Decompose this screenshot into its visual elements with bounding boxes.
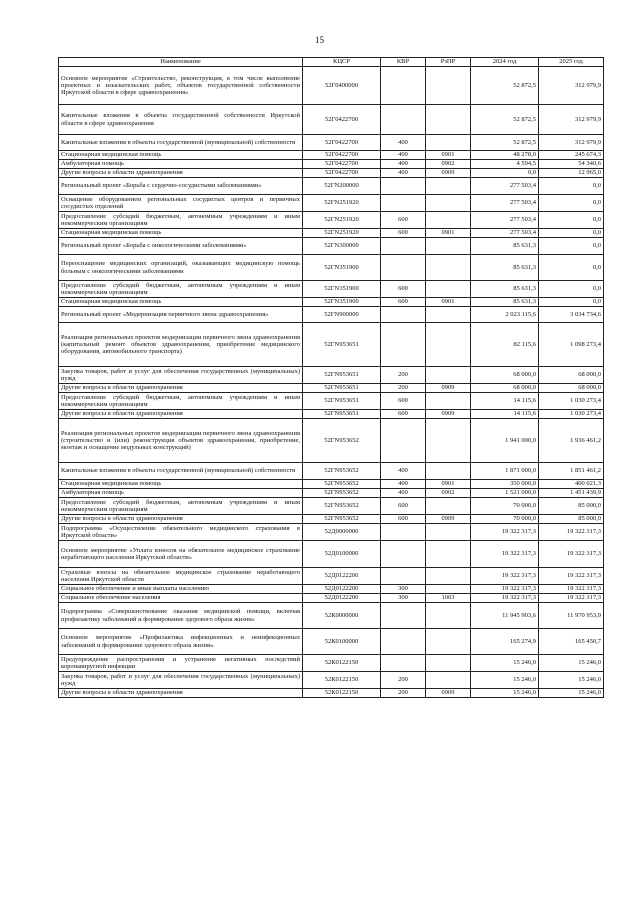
cell-2024: 15 246,0: [471, 672, 539, 689]
cell-2025: 0,0: [539, 195, 604, 212]
cell-2024: 85 631,3: [471, 255, 539, 281]
cell-2025: 54 340,6: [539, 160, 604, 169]
header-2025: 2025 год: [539, 58, 604, 67]
table-row: [59, 603, 604, 629]
cell-kcsr: 52ГN953651: [303, 384, 381, 393]
cell-kcsr: 52ГN351900: [303, 281, 381, 298]
cell-2025: 0,0: [539, 238, 604, 255]
table-row: [59, 410, 604, 419]
cell-kvr: 400: [381, 135, 426, 151]
cell-name: Региональный проект «Модернизация первичного звена здравоохранения»: [59, 307, 303, 323]
cell-kvr: [381, 568, 426, 585]
cell-2025: 12 965,0: [539, 169, 604, 178]
cell-kvr: [381, 541, 426, 568]
cell-2024: 277 503,4: [471, 229, 539, 238]
cell-rzpr: [426, 655, 471, 672]
cell-kcsr: 52Д0122200: [303, 568, 381, 585]
cell-kvr: [381, 105, 426, 135]
cell-kcsr: 52ГN953652: [303, 489, 381, 498]
cell-kcsr: 52ГN300000: [303, 238, 381, 255]
cell-2024: 165 274,9: [471, 629, 539, 655]
cell-rzpr: [426, 195, 471, 212]
cell-2025: 312 979,9: [539, 135, 604, 151]
cell-2025: 19 322 317,3: [539, 524, 604, 541]
cell-2025: 19 322 317,3: [539, 568, 604, 585]
cell-2024: 85 631,3: [471, 238, 539, 255]
cell-kcsr: 52ГN251920: [303, 195, 381, 212]
cell-rzpr: [426, 568, 471, 585]
cell-2024: 52 872,5: [471, 135, 539, 151]
cell-2025: 15 246,0: [539, 689, 604, 698]
cell-2025: 1 851 461,2: [539, 463, 604, 480]
cell-name: Предупреждение распространения и устранение негативных последствий коронавирусной инфекции: [59, 655, 303, 672]
cell-kcsr: 52ГN953651: [303, 410, 381, 419]
cell-name: Социальное обеспечение и иные выплаты населению: [59, 585, 303, 594]
cell-kvr: 600: [381, 410, 426, 419]
table-row: [59, 489, 604, 498]
table-row: [59, 238, 604, 255]
cell-name: Закупка товаров, работ и услуг для обеспечения государственных (муниципальных) нужд: [59, 672, 303, 689]
cell-name: Оснащение оборудованием региональных сосудистых центров и первичных сосудистых отделений: [59, 195, 303, 212]
cell-kcsr: 52К0122150: [303, 689, 381, 698]
cell-2025: 68 000,0: [539, 384, 604, 393]
cell-name: Другие вопросы в области здравоохранения: [59, 410, 303, 419]
table-row: [59, 384, 604, 393]
cell-name: Предоставление субсидий бюджетным, автономным учреждениям и иным некоммерческим организациям: [59, 393, 303, 410]
cell-kvr: [381, 255, 426, 281]
cell-2025: 19 322 317,3: [539, 541, 604, 568]
cell-kvr: [381, 323, 426, 367]
cell-kvr: 200: [381, 689, 426, 698]
header-kcsr: КЦСР: [303, 58, 381, 67]
cell-rzpr: [426, 463, 471, 480]
cell-2025: 0,0: [539, 178, 604, 195]
cell-name: Капитальные вложения в объекты государственной (муниципальной) собственности: [59, 463, 303, 480]
cell-2024: 14 115,6: [471, 393, 539, 410]
table-row: [59, 195, 604, 212]
cell-rzpr: 1003: [426, 594, 471, 603]
cell-name: Основное мероприятие «Уплата взносов на обязательное медицинское страхование неработающего населения Иркутской области»: [59, 541, 303, 568]
cell-kvr: 300: [381, 594, 426, 603]
cell-kcsr: 52ГN953651: [303, 323, 381, 367]
cell-2024: 82 115,6: [471, 323, 539, 367]
cell-2024: 14 115,6: [471, 410, 539, 419]
cell-kcsr: 52Д0122200: [303, 585, 381, 594]
cell-2024: 1 871 000,0: [471, 463, 539, 480]
table-row: [59, 135, 604, 151]
cell-2025: 19 322 317,3: [539, 585, 604, 594]
cell-rzpr: [426, 105, 471, 135]
table-row: [59, 393, 604, 410]
cell-2024: 85 631,3: [471, 281, 539, 298]
cell-kvr: [381, 603, 426, 629]
cell-name: Другие вопросы в области здравоохранения: [59, 689, 303, 698]
cell-rzpr: [426, 255, 471, 281]
cell-kvr: 400: [381, 480, 426, 489]
cell-kvr: 400: [381, 151, 426, 160]
header-name: Наименование: [59, 58, 303, 67]
cell-name: Амбулаторная помощь: [59, 489, 303, 498]
cell-kvr: 400: [381, 160, 426, 169]
cell-2024: 277 503,4: [471, 195, 539, 212]
cell-2025: 1 936 461,2: [539, 419, 604, 463]
cell-kvr: 200: [381, 367, 426, 384]
cell-name: Стационарная медицинская помощь: [59, 480, 303, 489]
cell-2024: 15 246,0: [471, 689, 539, 698]
cell-2024: 277 503,4: [471, 178, 539, 195]
cell-kvr: [381, 178, 426, 195]
cell-kcsr: 52ГN351900: [303, 298, 381, 307]
cell-rzpr: [426, 672, 471, 689]
table-row: [59, 212, 604, 229]
cell-kcsr: 52Г0422700: [303, 105, 381, 135]
cell-rzpr: [426, 541, 471, 568]
table-row: [59, 229, 604, 238]
cell-rzpr: 0901: [426, 229, 471, 238]
cell-rzpr: [426, 135, 471, 151]
cell-name: Предоставление субсидий бюджетным, автономным учреждениям и иным некоммерческим организациям: [59, 281, 303, 298]
cell-kvr: 400: [381, 463, 426, 480]
cell-name: Другие вопросы в области здравоохранения: [59, 515, 303, 524]
cell-rzpr: 0909: [426, 515, 471, 524]
cell-name: Подпрограмма «Совершенствование оказания медицинской помощи, включая профилактику заболеваний и формирование здорового образа жизни»: [59, 603, 303, 629]
cell-2024: 4 594,5: [471, 160, 539, 169]
cell-kvr: 600: [381, 298, 426, 307]
cell-2024: 350 000,0: [471, 480, 539, 489]
table-row: [59, 67, 604, 105]
cell-2025: 312 979,9: [539, 67, 604, 105]
table-row: [59, 307, 604, 323]
cell-rzpr: [426, 629, 471, 655]
cell-rzpr: [426, 585, 471, 594]
cell-rzpr: [426, 524, 471, 541]
table-row: [59, 672, 604, 689]
cell-kcsr: 52Г0400000: [303, 67, 381, 105]
cell-2025: 11 970 953,9: [539, 603, 604, 629]
cell-rzpr: 0909: [426, 169, 471, 178]
cell-2025: 0,0: [539, 298, 604, 307]
cell-rzpr: [426, 419, 471, 463]
header-rzpr: РзПР: [426, 58, 471, 67]
table-body: [59, 67, 604, 698]
cell-name: Стационарная медицинская помощь: [59, 229, 303, 238]
table-row: [59, 594, 604, 603]
cell-rzpr: 0909: [426, 384, 471, 393]
cell-name: Региональный проект «Борьба с сердечно-сосудистыми заболеваниями»: [59, 178, 303, 195]
cell-kvr: 600: [381, 498, 426, 515]
table-row: [59, 515, 604, 524]
table-row: [59, 463, 604, 480]
budget-table: [58, 57, 604, 698]
cell-kvr: 200: [381, 672, 426, 689]
cell-rzpr: [426, 603, 471, 629]
cell-rzpr: 0901: [426, 298, 471, 307]
cell-kcsr: 52ГN351900: [303, 255, 381, 281]
table-row: [59, 541, 604, 568]
cell-2025: 312 979,9: [539, 105, 604, 135]
table-row: [59, 585, 604, 594]
cell-kcsr: 52ГN953652: [303, 515, 381, 524]
cell-rzpr: 0909: [426, 410, 471, 419]
cell-2025: 0,0: [539, 255, 604, 281]
cell-2024: 52 872,5: [471, 67, 539, 105]
cell-kcsr: 52ГN900000: [303, 307, 381, 323]
cell-kcsr: 52Д0100000: [303, 541, 381, 568]
cell-kcsr: 52ГN200000: [303, 178, 381, 195]
cell-kcsr: 52ГN953652: [303, 480, 381, 489]
cell-2025: 1 098 273,4: [539, 323, 604, 367]
cell-kvr: 600: [381, 393, 426, 410]
table-row: [59, 498, 604, 515]
cell-2024: 70 000,0: [471, 515, 539, 524]
cell-2024: 52 872,5: [471, 105, 539, 135]
cell-kvr: [381, 524, 426, 541]
cell-kcsr: 52ГN953652: [303, 463, 381, 480]
cell-name: Переоснащение медицинских организаций, оказывающих медицинскую помощь больным с онкологическими заболеваниями: [59, 255, 303, 281]
cell-kvr: 600: [381, 212, 426, 229]
cell-2025: 85 000,0: [539, 498, 604, 515]
cell-name: Амбулаторная помощь: [59, 160, 303, 169]
cell-kcsr: 52Г0422700: [303, 151, 381, 160]
cell-name: Капитальные вложения в объекты государственной собственности Иркутской области в сфере здравоохранения: [59, 105, 303, 135]
cell-2025: 68 000,0: [539, 367, 604, 384]
cell-2025: 1 030 273,4: [539, 393, 604, 410]
cell-kcsr: 52Г0422700: [303, 160, 381, 169]
cell-2025: 400 021,3: [539, 480, 604, 489]
table-header: [59, 58, 604, 67]
table-row: [59, 480, 604, 489]
cell-name: Реализация региональных проектов модернизации первичного звена здравоохранения (строительство и (или) реконструкция объектов здравоохранения, приобретение, монтаж и оснащение модульных конструкций): [59, 419, 303, 463]
cell-2024: 19 322 317,3: [471, 594, 539, 603]
cell-kcsr: 52ГN953652: [303, 419, 381, 463]
cell-kvr: 600: [381, 229, 426, 238]
table-row: [59, 655, 604, 672]
cell-kvr: 600: [381, 281, 426, 298]
cell-rzpr: [426, 238, 471, 255]
cell-rzpr: [426, 307, 471, 323]
cell-rzpr: [426, 393, 471, 410]
table-row: [59, 419, 604, 463]
header-kvr: КВР: [381, 58, 426, 67]
cell-kcsr: 52К0100000: [303, 629, 381, 655]
cell-kcsr: 52ГN953651: [303, 367, 381, 384]
cell-kvr: [381, 307, 426, 323]
cell-2024: 1 941 000,0: [471, 419, 539, 463]
cell-kvr: 400: [381, 489, 426, 498]
cell-2025: 0,0: [539, 212, 604, 229]
cell-name: Предоставление субсидий бюджетным, автономным учреждениям и иным некоммерческим организациям: [59, 212, 303, 229]
cell-name: Закупка товаров, работ и услуг для обеспечения государственных (муниципальных) нужд: [59, 367, 303, 384]
cell-kvr: 200: [381, 384, 426, 393]
table-row: [59, 298, 604, 307]
cell-name: Другие вопросы в области здравоохранения: [59, 384, 303, 393]
cell-name: Страховые взносы на обязательное медицинское страхование неработающего населения Иркутской области: [59, 568, 303, 585]
cell-rzpr: [426, 67, 471, 105]
cell-kcsr: 52ГN251920: [303, 229, 381, 238]
cell-kvr: [381, 629, 426, 655]
cell-name: Основное мероприятие «Строительство, реконструкция, в том числе выполнение проектных и изыскательских работ, объектов государственной собственности Иркутской области в сфере здравоохранения»: [59, 67, 303, 105]
cell-kvr: [381, 419, 426, 463]
cell-2024: 1 521 000,0: [471, 489, 539, 498]
cell-name: Подпрограмма «Осуществление обязательного медицинского страхования в Иркутской области»: [59, 524, 303, 541]
cell-kvr: [381, 195, 426, 212]
cell-2025: 15 246,0: [539, 655, 604, 672]
cell-kcsr: 52К0122150: [303, 655, 381, 672]
cell-2024: 19 322 317,3: [471, 585, 539, 594]
cell-name: Реализация региональных проектов модернизации первичного звена здравоохранения (капитальный ремонт объектов здравоохранения, приобретение медицинского оборудования, автомобильного транспорта): [59, 323, 303, 367]
cell-kcsr: 52Г0422700: [303, 169, 381, 178]
cell-kvr: [381, 238, 426, 255]
cell-2025: 3 034 734,6: [539, 307, 604, 323]
cell-name: Стационарная медицинская помощь: [59, 298, 303, 307]
table-row: [59, 160, 604, 169]
cell-rzpr: 0902: [426, 489, 471, 498]
cell-2024: 68 000,0: [471, 384, 539, 393]
cell-kvr: [381, 655, 426, 672]
cell-name: Капитальные вложения в объекты государственной (муниципальной) собственности: [59, 135, 303, 151]
cell-kcsr: 52ГN953652: [303, 498, 381, 515]
cell-rzpr: [426, 212, 471, 229]
table-row: [59, 629, 604, 655]
cell-kvr: 600: [381, 515, 426, 524]
table-row: [59, 178, 604, 195]
cell-rzpr: [426, 498, 471, 515]
cell-rzpr: [426, 178, 471, 195]
table-row: [59, 151, 604, 160]
cell-kvr: [381, 67, 426, 105]
cell-rzpr: 0902: [426, 160, 471, 169]
table-row: [59, 169, 604, 178]
cell-kcsr: 52ГN953651: [303, 393, 381, 410]
cell-rzpr: 0909: [426, 689, 471, 698]
cell-rzpr: [426, 281, 471, 298]
cell-2024: 70 000,0: [471, 498, 539, 515]
cell-2024: 277 503,4: [471, 212, 539, 229]
cell-kvr: 300: [381, 585, 426, 594]
cell-name: Социальное обеспечение населения: [59, 594, 303, 603]
cell-name: Предоставление субсидий бюджетным, автономным учреждениям и иным некоммерческим организациям: [59, 498, 303, 515]
cell-rzpr: [426, 367, 471, 384]
table-row: [59, 323, 604, 367]
cell-name: Стационарная медицинская помощь: [59, 151, 303, 160]
cell-2025: 0,0: [539, 229, 604, 238]
table-row: [59, 281, 604, 298]
cell-kvr: 400: [381, 169, 426, 178]
table-row: [59, 568, 604, 585]
cell-2025: 85 000,0: [539, 515, 604, 524]
cell-2024: 85 631,3: [471, 298, 539, 307]
table-row: [59, 255, 604, 281]
cell-name: Региональный проект «Борьба с онкологическими заболеваниями»: [59, 238, 303, 255]
cell-2025: 165 450,7: [539, 629, 604, 655]
cell-rzpr: 0901: [426, 480, 471, 489]
cell-2025: 1 451 439,9: [539, 489, 604, 498]
cell-2025: 0,0: [539, 281, 604, 298]
table-row: [59, 367, 604, 384]
cell-name: Основное мероприятие «Профилактика инфекционных и неинфекционных заболеваний и формирование здорового образа жизни»: [59, 629, 303, 655]
cell-2024: 0,0: [471, 169, 539, 178]
cell-kcsr: 52К0000000: [303, 603, 381, 629]
cell-2024: 68 000,0: [471, 367, 539, 384]
cell-rzpr: 0901: [426, 151, 471, 160]
cell-kcsr: 52Г0422700: [303, 135, 381, 151]
cell-kcsr: 52Д0122200: [303, 594, 381, 603]
cell-2024: 19 322 317,3: [471, 524, 539, 541]
header-2024: 2024 год: [471, 58, 539, 67]
table-row: [59, 105, 604, 135]
cell-2024: 19 322 317,3: [471, 568, 539, 585]
cell-2024: 2 023 115,6: [471, 307, 539, 323]
cell-kcsr: 52ГN251920: [303, 212, 381, 229]
cell-kcsr: 52К0122150: [303, 672, 381, 689]
cell-2024: 19 322 317,3: [471, 541, 539, 568]
header-row: [59, 58, 604, 67]
cell-2025: 245 674,3: [539, 151, 604, 160]
cell-rzpr: [426, 323, 471, 367]
cell-2025: 1 030 273,4: [539, 410, 604, 419]
cell-name: Другие вопросы в области здравоохранения: [59, 169, 303, 178]
cell-2025: 19 322 317,3: [539, 594, 604, 603]
cell-2024: 11 945 903,6: [471, 603, 539, 629]
page-number: 15: [315, 35, 324, 45]
cell-kcsr: 52Д0000000: [303, 524, 381, 541]
table-row: [59, 524, 604, 541]
cell-2025: 15 246,0: [539, 672, 604, 689]
table-row: [59, 689, 604, 698]
cell-2024: 48 278,0: [471, 151, 539, 160]
cell-2024: 15 246,0: [471, 655, 539, 672]
